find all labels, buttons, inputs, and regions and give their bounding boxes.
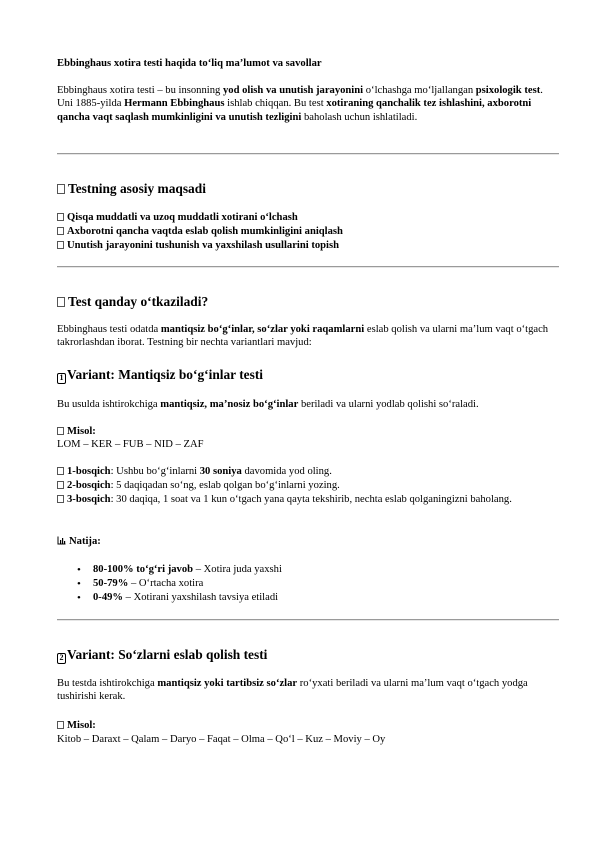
result-range: 0-49% (93, 592, 124, 604)
variant1-heading (57, 367, 263, 384)
example-text: LOM – KER – FUB – NID – ZAF (57, 439, 204, 450)
goal-item-text: Axborotni qancha vaqtda eslab qolish mumkinligini aniqlash (67, 226, 343, 237)
divider (57, 266, 559, 268)
results-list (57, 563, 282, 606)
step-bold: 30 soniya (199, 466, 242, 477)
paragraph-bold: mantiqsiz yoki tartibsiz so‘zlar (157, 678, 298, 689)
paragraph-bold: mantiqsiz, ma’nosiz bo‘g‘inlar (160, 399, 299, 410)
example-label-text: Misol: (67, 720, 96, 731)
example-label-text: Misol: (67, 426, 96, 437)
intro-text: baholash uchun ishlatiladi. (301, 111, 418, 123)
how-paragraph (57, 323, 559, 350)
intro-text: ishlab chiqqan. Bu test (224, 98, 327, 110)
step-label: 3-bosqich (67, 494, 111, 505)
result-text: – Xotirani yaxshilash tavsiya etiladi (123, 592, 279, 604)
keycap-number-icon: 2 (57, 653, 66, 664)
intro-bold: yod olish va unutish jarayonini (222, 85, 364, 96)
step-item (57, 479, 559, 492)
example-text: Kitob – Daraxt – Qalam – Daryo – Faqat – Olma – Qo‘l – Kuz – Moviy – Oy (57, 734, 386, 745)
step-text: : Ushbu bo‘g‘inlarni (110, 466, 200, 477)
goal-item-text: Unutish jarayonini tushunish va yaxshilash usullarini topish (67, 240, 340, 251)
bar-chart-icon (57, 536, 66, 545)
keycap-number-icon: 1 (57, 373, 66, 384)
placeholder-icon (57, 467, 64, 475)
placeholder-icon (57, 184, 65, 194)
divider (57, 619, 559, 621)
result-label (57, 535, 559, 548)
step-text: : 30 daqiqa, 1 soat va 1 kun o‘tgach yana qayta tekshirib, nechta eslab qolganingizni baholang. (110, 494, 512, 505)
intro-text: . Uni 1885-yilda (57, 85, 543, 110)
divider (57, 153, 559, 155)
paragraph-text: beriladi va ularni yodlab qolishi so‘raladi. (298, 399, 479, 410)
list-item (57, 563, 282, 577)
paragraph-text: Bu testda ishtirokchiga (57, 678, 158, 689)
goal-item (57, 239, 559, 252)
result-text: – Xotira juda yaxshi (193, 564, 282, 575)
example-label (57, 719, 559, 732)
placeholder-icon (57, 227, 64, 235)
placeholder-icon (57, 495, 64, 503)
variant-heading-text: Variant: So‘zlarni eslab qolish testi (67, 647, 268, 662)
paragraph-text: ro‘yxati beriladi va ularni ma’lum vaqt o‘tgach yodga tushirishi kerak. (57, 678, 528, 703)
placeholder-icon (57, 427, 64, 435)
document-title: Ebbinghaus xotira testi haqida to‘liq ma’lumot va savollar (57, 58, 322, 69)
paragraph-bold: mantiqsiz bo‘g‘inlar, so‘zlar yoki raqamlarni (160, 324, 365, 335)
step-item (57, 493, 559, 506)
variant1-paragraph (57, 398, 559, 411)
section-heading-goal (57, 181, 206, 197)
placeholder-icon (57, 241, 64, 249)
intro-text: Ebbinghaus xotira testi – bu insonning (57, 85, 223, 96)
goal-item-text: Qisqa muddatli va uzoq muddatli xotirani o‘lchash (67, 212, 298, 223)
step-text: : 5 daqiqadan so‘ng, eslab qolgan bo‘g‘inlarni yozing. (110, 480, 340, 491)
step-item (57, 465, 559, 478)
variant2-paragraph (57, 677, 559, 704)
step-label: 2-bosqich (67, 480, 111, 491)
goal-item (57, 211, 559, 224)
paragraph-text: Bu usulda ishtirokchiga (57, 399, 161, 410)
intro-text: o‘lchashga mo‘ljallangan (363, 85, 476, 96)
placeholder-icon (57, 481, 64, 489)
result-label-text: Natija: (69, 536, 101, 547)
paragraph-text: Ebbinghaus testi odatda (57, 324, 161, 335)
section-heading-text: Testning asosiy maqsadi (68, 181, 206, 196)
variant2-heading (57, 647, 267, 664)
section-heading-how (57, 294, 208, 310)
paragraph-text: eslab qolish va ularni ma’lum vaqt o‘tgach takrorlashdan iborat. Testning bir nechta variantlari mavjud: (57, 324, 549, 349)
placeholder-icon (57, 213, 64, 221)
list-item (57, 577, 282, 591)
intro-bold: Hermann Ebbinghaus (124, 98, 225, 110)
variant-heading-text: Variant: Mantiqsiz bo‘g‘inlar testi (67, 367, 264, 382)
intro-bold: psixologik test (475, 85, 541, 96)
placeholder-icon (57, 297, 65, 307)
step-text: davomida yod oling. (241, 466, 332, 477)
result-range: 80-100% to‘g‘ri javob (93, 564, 194, 575)
example-label (57, 425, 559, 438)
list-item (57, 591, 282, 605)
intro-paragraph (57, 84, 559, 124)
section-heading-text: Test qanday o‘tkaziladi? (68, 294, 209, 309)
result-text: – O‘rtacha xotira (128, 578, 204, 590)
intro-bold: xotiraning qanchalik tez ishlashini, axborotni qancha vaqt saqlash mumkinligini va unutish tezligini (57, 98, 532, 123)
step-label: 1-bosqich (67, 466, 111, 477)
result-range: 50-79% (93, 578, 129, 590)
placeholder-icon (57, 721, 64, 729)
goal-item (57, 225, 559, 238)
